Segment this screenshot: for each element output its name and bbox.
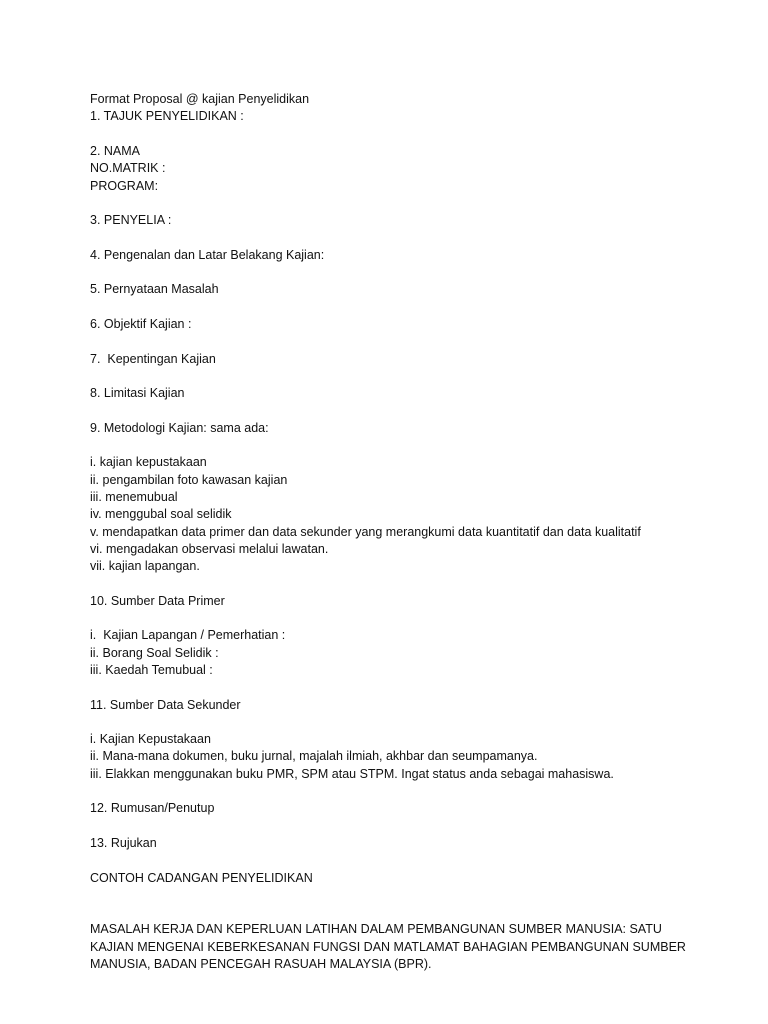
document-line: 5. Pernyataan Masalah xyxy=(90,282,219,297)
document-line: CONTOH CADANGAN PENYELIDIKAN xyxy=(90,870,313,885)
document-line: 7. Kepentingan Kajian xyxy=(90,351,216,366)
document-line: 10. Sumber Data Primer xyxy=(90,593,225,608)
document-line: v. mendapatkan data primer dan data sekunder yang merangkumi data kuantitatif dan data kualitatif xyxy=(90,524,641,539)
document-line: 12. Rumusan/Penutup xyxy=(90,801,215,816)
document-line: i. Kajian Kepustakaan xyxy=(90,732,211,747)
document-line: ii. pengambilan foto kawasan kajian xyxy=(90,472,288,487)
document-line: iii. Kaedah Temubual : xyxy=(90,662,213,677)
document-line: iv. menggubal soal selidik xyxy=(90,507,232,522)
document-line: 11. Sumber Data Sekunder xyxy=(90,697,241,712)
document-line: vii. kajian lapangan. xyxy=(90,559,200,574)
document-line: Format Proposal @ kajian Penyelidikan xyxy=(90,92,310,106)
document-line: KAJIAN MENGENAI KEBERKESANAN FUNGSI DAN MATLAMAT BAHAGIAN PEMBANGUNAN SUMBER xyxy=(90,939,686,954)
document-line: MANUSIA, BADAN PENCEGAH RASUAH MALAYSIA (BPR). xyxy=(90,957,432,971)
document-line: 3. PENYELIA : xyxy=(90,213,172,228)
document-line: iii. menemubual xyxy=(90,489,178,504)
document-line: iii. Elakkan menggunakan buku PMR, SPM atau STPM. Ingat status anda sebagai mahasiswa. xyxy=(90,766,614,781)
document-line: ii. Mana-mana dokumen, buku jurnal, majalah ilmiah, akhbar dan seumpamanya. xyxy=(90,749,538,764)
document-line: 6. Objektif Kajian : xyxy=(90,316,192,331)
document-line: NO.MATRIK : xyxy=(90,161,166,176)
document-line: 4. Pengenalan dan Latar Belakang Kajian: xyxy=(90,247,325,262)
document-line: vi. mengadakan observasi melalui lawatan. xyxy=(90,541,329,556)
document-line: 13. Rujukan xyxy=(90,835,157,850)
document-line: i. kajian kepustakaan xyxy=(90,455,207,470)
document-line: MASALAH KERJA DAN KEPERLUAN LATIHAN DALAM PEMBANGUNAN SUMBER MANUSIA: SATU xyxy=(90,922,662,937)
document-line: PROGRAM: xyxy=(90,178,159,193)
document-line: 9. Metodologi Kajian: sama ada: xyxy=(90,420,269,435)
document-line: 8. Limitasi Kajian xyxy=(90,386,185,401)
document-line: ii. Borang Soal Selidik : xyxy=(90,645,219,660)
document-line: 2. NAMA xyxy=(90,143,141,158)
document-line: 1. TAJUK PENYELIDIKAN : xyxy=(90,109,244,124)
document-line: i. Kajian Lapangan / Pemerhatian : xyxy=(90,628,286,643)
